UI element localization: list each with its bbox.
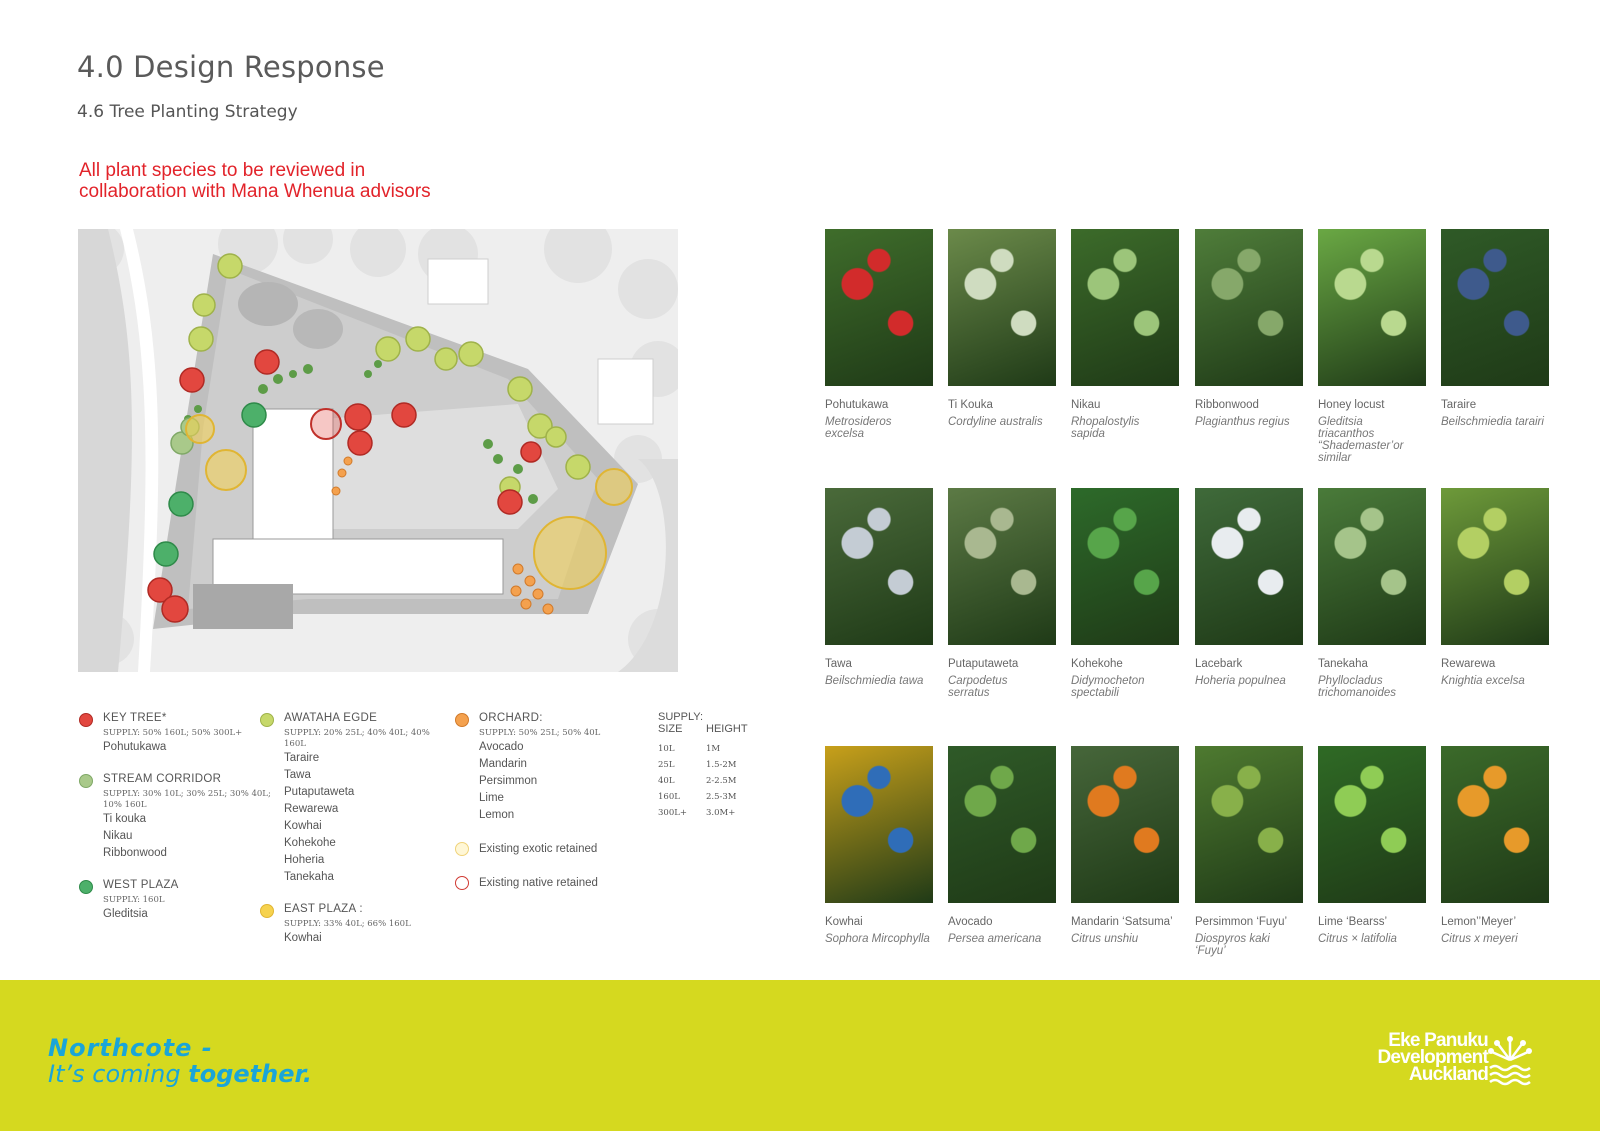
botanical-line: Citrus unshiu xyxy=(1071,933,1139,945)
botanical-line: Plagianthus regius xyxy=(1195,416,1290,428)
plant-photo xyxy=(1318,488,1426,645)
awataha-edge-swatch xyxy=(260,713,274,727)
plant-common-name: Honey locust xyxy=(1318,399,1385,411)
tagline-line-1: Northcote - xyxy=(48,1034,213,1062)
review-note xyxy=(79,160,539,202)
plant-common-name: Kohekohe xyxy=(1071,658,1123,670)
botanical-line: Persea americana xyxy=(948,933,1042,945)
legend-column-1 xyxy=(103,712,271,940)
botanical-line: triacanthos xyxy=(1318,428,1375,440)
botanical-line: Sophora Mircophylla xyxy=(825,933,930,945)
plant-common-name: Avocado xyxy=(948,916,993,928)
plant-card xyxy=(1318,488,1426,699)
plant-botanical-name xyxy=(1318,675,1426,699)
height-cell: 1M xyxy=(706,744,721,754)
plant-card xyxy=(948,488,1056,699)
plant-photo xyxy=(825,746,933,903)
height-column-header: HEIGHT xyxy=(706,723,748,735)
legend-east-plaza xyxy=(284,903,430,947)
plant-common-name: Mandarin ‘Satsuma’ xyxy=(1071,916,1173,928)
existing-exotic-swatch xyxy=(455,842,469,856)
botanical-line: Knightia excelsa xyxy=(1441,675,1525,687)
plant-common-name: Nikau xyxy=(1071,399,1101,411)
plant-photo xyxy=(1441,746,1549,903)
legend-label: Existing exotic retained xyxy=(479,843,598,855)
botanical-line: “Shademaster’or xyxy=(1318,440,1404,452)
botanical-line: Carpodetus xyxy=(948,675,1008,687)
eke-panuku-logo xyxy=(1368,1032,1558,1088)
botanical-line: similar xyxy=(1318,452,1352,464)
legend-species: Mandarin xyxy=(479,758,527,770)
plant-botanical-name xyxy=(1318,933,1426,945)
plant-card xyxy=(1441,488,1549,687)
legend-species: Persimmon xyxy=(479,775,538,787)
plant-photo xyxy=(1195,746,1303,903)
page-title: 4.0 Design Response xyxy=(77,50,385,84)
table-row xyxy=(658,792,748,802)
east-plaza-swatch xyxy=(260,904,274,918)
existing-native-swatch xyxy=(455,876,469,890)
tagline-part: It’s coming xyxy=(48,1060,189,1088)
legend-species: Rewarewa xyxy=(284,803,339,815)
section-subtitle: 4.6 Tree Planting Strategy xyxy=(77,102,298,122)
height-cell: 2-2.5M xyxy=(706,776,737,786)
legend-species: Ribbonwood xyxy=(103,847,167,859)
legend-label: Existing native retained xyxy=(479,877,598,889)
plant-card xyxy=(1441,746,1549,945)
plant-botanical-name xyxy=(948,933,1056,945)
size-cell: 40L xyxy=(658,776,675,786)
supply-heading: SUPPLY: xyxy=(658,711,704,723)
legend-key-tree xyxy=(103,712,271,756)
plant-photo xyxy=(1071,488,1179,645)
plant-card xyxy=(1071,229,1179,440)
size-column-header: SIZE xyxy=(658,723,683,735)
legend-title: WEST PLAZA xyxy=(103,879,179,891)
plant-botanical-name xyxy=(1441,933,1549,945)
plant-botanical-name xyxy=(825,675,933,687)
plant-card xyxy=(1318,746,1426,945)
botanical-line: trichomanoides xyxy=(1318,687,1396,699)
botanical-line: Diospyros kaki xyxy=(1195,933,1270,945)
plant-photo xyxy=(948,229,1056,386)
legend-orchard xyxy=(479,712,600,824)
plant-botanical-name xyxy=(825,933,933,945)
botanical-line: serratus xyxy=(948,687,990,699)
footer-band xyxy=(0,980,1600,1131)
logo-text-line: Development xyxy=(1377,1047,1488,1068)
legend-species: Taraire xyxy=(284,752,320,764)
size-cell: 160L xyxy=(658,792,680,802)
plant-botanical-name xyxy=(1441,675,1549,687)
legend-supply-line: SUPPLY: 20% 25L; 40% 40L; 40% xyxy=(284,728,430,738)
botanical-line: Hoheria populnea xyxy=(1195,675,1286,687)
legend-supply: SUPPLY: 33% 40L; 66% 160L xyxy=(284,919,411,929)
review-note-line-2: collaboration with Mana Whenua advisors xyxy=(79,181,431,202)
size-cell: 10L xyxy=(658,744,675,754)
plant-common-name: Lemon’’Meyer’ xyxy=(1441,916,1516,928)
legend-west-plaza xyxy=(103,879,271,923)
plant-botanical-name xyxy=(1071,416,1179,440)
legend-species: Lemon xyxy=(479,809,515,821)
legend-column-2 xyxy=(284,712,430,964)
plant-photo xyxy=(1318,746,1426,903)
plant-common-name: Putaputaweta xyxy=(948,658,1019,670)
plant-photo xyxy=(948,488,1056,645)
height-cell: 3.0M+ xyxy=(706,808,736,818)
legend-existing-native xyxy=(479,875,600,892)
plant-common-name: Ribbonwood xyxy=(1195,399,1259,411)
plant-photo xyxy=(1441,488,1549,645)
plant-card xyxy=(1071,746,1179,945)
height-cell: 2.5-3M xyxy=(706,792,737,802)
legend-supply xyxy=(103,789,271,811)
plant-card xyxy=(1441,229,1549,428)
plant-botanical-name xyxy=(1441,416,1549,428)
plant-botanical-name xyxy=(948,675,1056,699)
plant-botanical-name xyxy=(1195,416,1303,428)
table-row xyxy=(658,808,748,818)
legend-species: Pohutukawa xyxy=(103,741,167,753)
botanical-line: Metrosideros xyxy=(825,416,892,428)
legend-supply: SUPPLY: 50% 160L; 50% 300L+ xyxy=(103,728,243,738)
stream-corridor-swatch xyxy=(79,774,93,788)
logo-emblem-icon xyxy=(1488,1034,1532,1086)
plant-photo xyxy=(1195,229,1303,386)
plant-common-name: Rewarewa xyxy=(1441,658,1496,670)
botanical-line: Cordyline australis xyxy=(948,416,1043,428)
legend-supply xyxy=(284,728,430,750)
plant-botanical-name xyxy=(825,416,933,440)
size-cell: 300L+ xyxy=(658,808,687,818)
legend-species: Gleditsia xyxy=(103,908,148,920)
table-row xyxy=(658,760,748,770)
plant-common-name: Lime ‘Bearss’ xyxy=(1318,916,1388,928)
legend-supply-line: 160L xyxy=(284,739,306,749)
legend-species: Hoheria xyxy=(284,854,325,866)
site-plan-map xyxy=(78,229,678,672)
plant-card xyxy=(825,746,933,945)
botanical-line: Citrus x meyeri xyxy=(1441,933,1518,945)
table-row xyxy=(658,744,748,754)
legend-species: Tanekaha xyxy=(284,871,334,883)
plant-common-name: Kowhai xyxy=(825,916,863,928)
legend-supply: SUPPLY: 50% 25L; 50% 40L xyxy=(479,728,601,738)
plant-common-name: Tanekaha xyxy=(1318,658,1368,670)
plant-photo xyxy=(825,229,933,386)
botanical-line: sapida xyxy=(1071,428,1105,440)
botanical-line: Citrus × latifolia xyxy=(1318,933,1397,945)
orchard-swatch xyxy=(455,713,469,727)
legend-title: STREAM CORRIDOR xyxy=(103,773,222,785)
tagline-line-2 xyxy=(48,1060,312,1088)
legend-species: Lime xyxy=(479,792,504,804)
legend-title: AWATAHA EGDE xyxy=(284,712,378,724)
review-note-line-1: All plant species to be reviewed in xyxy=(79,160,366,181)
logo-text-line: Eke Panuku xyxy=(1388,1030,1488,1051)
legend-species: Kowhai xyxy=(284,820,322,832)
plant-common-name: Taraire xyxy=(1441,399,1477,411)
legend-species: Avocado xyxy=(479,741,524,753)
botanical-line: ‘Fuyu’ xyxy=(1195,945,1226,957)
botanical-line: Beilschmiedia tawa xyxy=(825,675,924,687)
botanical-line: Gleditsia xyxy=(1318,416,1363,428)
legend-species: Kohekohe xyxy=(284,837,336,849)
legend-column-3 xyxy=(479,712,600,909)
plant-photo xyxy=(1071,746,1179,903)
plant-card xyxy=(1195,229,1303,428)
plant-common-name: Tawa xyxy=(825,658,852,670)
size-cell: 25L xyxy=(658,760,675,770)
legend-supply-line: SUPPLY: 30% 10L; 30% 25L; 30% 40L; xyxy=(103,789,271,799)
plant-common-name: Lacebark xyxy=(1195,658,1243,670)
botanical-line: excelsa xyxy=(825,428,864,440)
legend-title: EAST PLAZA : xyxy=(284,903,363,915)
plant-botanical-name xyxy=(1071,675,1179,699)
plant-card xyxy=(825,229,933,440)
key-tree-swatch xyxy=(79,713,93,727)
plant-photo xyxy=(1195,488,1303,645)
plant-common-name: Persimmon ‘Fuyu’ xyxy=(1195,916,1288,928)
legend-supply-line: 10% 160L xyxy=(103,800,147,810)
legend-title: KEY TREE* xyxy=(103,712,167,724)
plant-common-name: Ti Kouka xyxy=(948,399,993,411)
height-cell: 1.5-2M xyxy=(706,760,737,770)
botanical-line: Rhopalostylis xyxy=(1071,416,1140,428)
plant-card xyxy=(825,488,933,687)
supply-size-table xyxy=(658,712,748,818)
legend-species: Tawa xyxy=(284,769,311,781)
plant-botanical-name xyxy=(948,416,1056,428)
legend-title: ORCHARD: xyxy=(479,712,543,724)
plant-card xyxy=(1071,488,1179,699)
plant-card xyxy=(948,229,1056,428)
plant-card xyxy=(1195,746,1303,957)
legend-supply: SUPPLY: 160L xyxy=(103,895,165,905)
legend-species: Kowhai xyxy=(284,932,322,944)
legend-stream-corridor xyxy=(103,773,271,862)
plant-card xyxy=(1195,488,1303,687)
plant-common-name: Pohutukawa xyxy=(825,399,889,411)
legend-species: Nikau xyxy=(103,830,133,842)
plant-photo xyxy=(825,488,933,645)
legend-species: Putaputaweta xyxy=(284,786,355,798)
plant-photo xyxy=(1441,229,1549,386)
plant-photo xyxy=(948,746,1056,903)
logo-text-line: Auckland xyxy=(1408,1064,1488,1085)
plant-botanical-name xyxy=(1071,933,1179,945)
plant-photo xyxy=(1318,229,1426,386)
legend-existing-exotic xyxy=(479,841,600,858)
plant-botanical-name xyxy=(1195,675,1303,687)
plant-card xyxy=(948,746,1056,945)
plant-botanical-name xyxy=(1195,933,1303,957)
plant-botanical-name xyxy=(1318,416,1426,464)
legend-species: Ti kouka xyxy=(103,813,147,825)
plant-photo xyxy=(1071,229,1179,386)
plant-card xyxy=(1318,229,1426,464)
botanical-line: Beilschmiedia tarairi xyxy=(1441,416,1544,428)
table-row xyxy=(658,776,748,786)
botanical-line: spectabili xyxy=(1071,687,1119,699)
tagline-emphasis: together. xyxy=(188,1060,313,1088)
legend-awataha-edge xyxy=(284,712,430,886)
west-plaza-swatch xyxy=(79,880,93,894)
botanical-line: Phyllocladus xyxy=(1318,675,1383,687)
botanical-line: Didymocheton xyxy=(1071,675,1145,687)
